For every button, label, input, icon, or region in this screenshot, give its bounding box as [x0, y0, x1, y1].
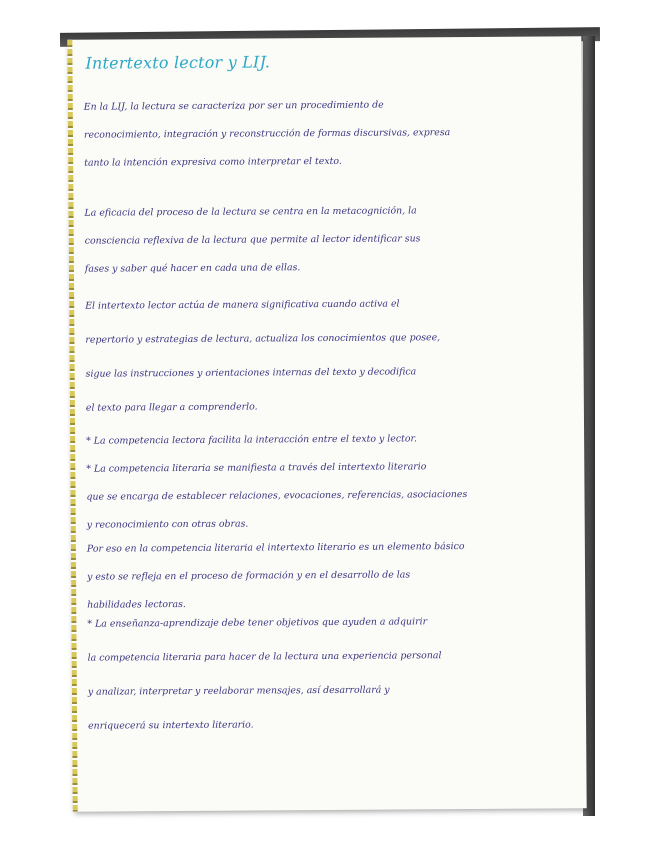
page-title: Intertexto lector y LIJ.	[85, 52, 271, 73]
paragraph-6: * La enseñanza-aprendizaje debe tener objetivos que ayuden a adquirir la competencia literaria para hacer de la lectura una experiencia personal y analizar, interpretar y reelaborar mensajes, así desarrollará y enriquecerá su intertexto literario.	[87, 616, 442, 732]
paragraph-1: En la LIJ, la lectura se caracteriza por ser un procedimiento de reconocimiento, integración y reconstrucción de formas discursivas, expresa tanto la intención expresiva como interpretar el texto.	[83, 99, 451, 169]
paragraph-5: Por eso en la competencia literaria el intertexto literario es un elemento básico y esto se refleja en el proceso de formación y en el desarrollo de las habilidades lectoras.	[86, 541, 465, 611]
paragraph-3: El intertexto lector actúa de manera significativa cuando activa el repertorio y estrategias de lectura, actualiza los conocimientos que posee, sigue las instrucciones y orientaciones internas del texto y decodifica el texto para llegar a comprenderlo.	[85, 298, 441, 414]
spiral-binding	[67, 40, 77, 812]
paragraph-4: * La competencia lectora facilita la interacción entre el texto y lector. * La competencia literaria se manifiesta a través del intertexto literario que se encarga de establecer relaciones, evocaciones, referencias, asociaciones y reconocimiento con otras obras.	[86, 433, 468, 531]
notebook-page	[67, 36, 586, 812]
paragraph-2: La eficacia del proceso de la lectura se centra en la metacognición, la consciencia reflexiva de la lectura que permite al lector identificar sus fases y saber qué hacer en cada una de ellas.	[84, 205, 421, 275]
